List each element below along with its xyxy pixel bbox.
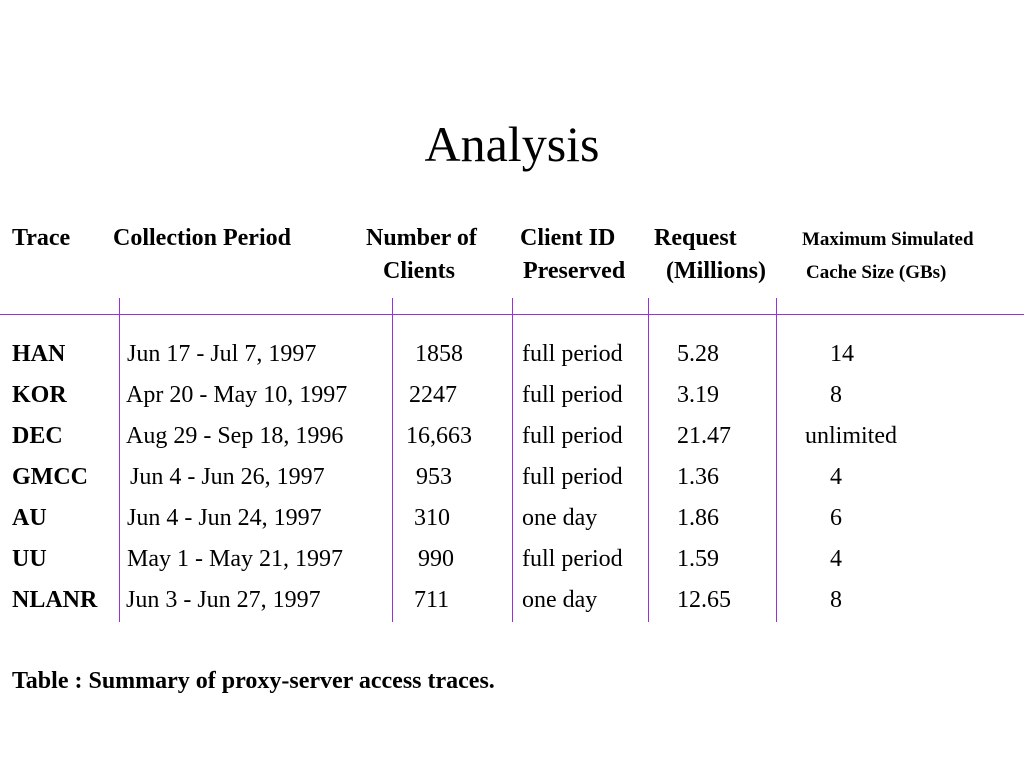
cell-clients: 1858 bbox=[415, 341, 463, 367]
cell-client-id: full period bbox=[522, 464, 623, 490]
cell-client-id: full period bbox=[522, 341, 623, 367]
page-title: Analysis bbox=[424, 116, 600, 172]
cell-cache: 6 bbox=[830, 505, 842, 531]
cell-clients: 711 bbox=[414, 587, 450, 613]
cell-trace: GMCC bbox=[12, 464, 88, 490]
cell-cache: 8 bbox=[830, 587, 842, 613]
header-client-id-line2: Preserved bbox=[523, 258, 626, 284]
cell-requests: 1.59 bbox=[677, 546, 719, 572]
column-divider bbox=[392, 298, 393, 622]
cell-period: Jun 17 - Jul 7, 1997 bbox=[127, 341, 317, 367]
cell-period: Jun 4 - Jun 24, 1997 bbox=[127, 505, 322, 531]
cell-cache: 4 bbox=[830, 546, 842, 572]
cell-requests: 1.36 bbox=[677, 464, 719, 490]
cell-clients: 990 bbox=[418, 546, 454, 572]
cell-trace: KOR bbox=[12, 382, 67, 408]
header-collection-period: Collection Period bbox=[113, 225, 291, 251]
column-divider bbox=[776, 298, 777, 622]
cell-requests: 1.86 bbox=[677, 505, 719, 531]
cell-trace: DEC bbox=[12, 423, 63, 449]
header-client-id-line1: Client ID bbox=[520, 225, 616, 251]
cell-requests: 5.28 bbox=[677, 341, 719, 367]
header-requests-line1: Request bbox=[654, 225, 737, 251]
cell-trace: AU bbox=[12, 505, 47, 531]
cell-client-id: full period bbox=[522, 382, 623, 408]
cell-client-id: one day bbox=[522, 505, 598, 531]
cell-trace: NLANR bbox=[12, 587, 98, 613]
cell-period: Jun 4 - Jun 26, 1997 bbox=[130, 464, 325, 490]
cell-clients: 2247 bbox=[409, 382, 457, 408]
column-divider bbox=[512, 298, 513, 622]
cell-requests: 21.47 bbox=[677, 423, 731, 449]
cell-period: May 1 - May 21, 1997 bbox=[127, 546, 343, 572]
cell-period: Apr 20 - May 10, 1997 bbox=[126, 382, 348, 408]
cell-requests: 3.19 bbox=[677, 382, 719, 408]
cell-cache: 4 bbox=[830, 464, 842, 490]
header-clients-line1: Number of bbox=[366, 225, 477, 251]
cell-client-id: full period bbox=[522, 546, 623, 572]
column-divider bbox=[119, 298, 120, 622]
table-caption: Table : Summary of proxy-server access traces. bbox=[12, 668, 495, 694]
header-cache-line1: Maximum Simulated bbox=[802, 229, 974, 250]
cell-client-id: one day bbox=[522, 587, 598, 613]
cell-trace: HAN bbox=[12, 341, 66, 367]
cell-cache: 14 bbox=[830, 341, 854, 367]
cell-period: Jun 3 - Jun 27, 1997 bbox=[126, 587, 321, 613]
cell-trace: UU bbox=[12, 546, 47, 572]
cell-period: Aug 29 - Sep 18, 1996 bbox=[126, 423, 344, 449]
cell-cache: 8 bbox=[830, 382, 842, 408]
cell-clients: 953 bbox=[416, 464, 452, 490]
cell-client-id: full period bbox=[522, 423, 623, 449]
header-cache-line2: Cache Size (GBs) bbox=[806, 262, 947, 283]
cell-clients: 16,663 bbox=[406, 423, 472, 449]
header-requests-line2: (Millions) bbox=[666, 258, 766, 284]
header-clients-line2: Clients bbox=[383, 258, 455, 284]
header-trace: Trace bbox=[12, 225, 71, 251]
cell-clients: 310 bbox=[414, 505, 450, 531]
cell-requests: 12.65 bbox=[677, 587, 731, 613]
cell-cache: unlimited bbox=[805, 423, 897, 449]
column-divider bbox=[648, 298, 649, 622]
